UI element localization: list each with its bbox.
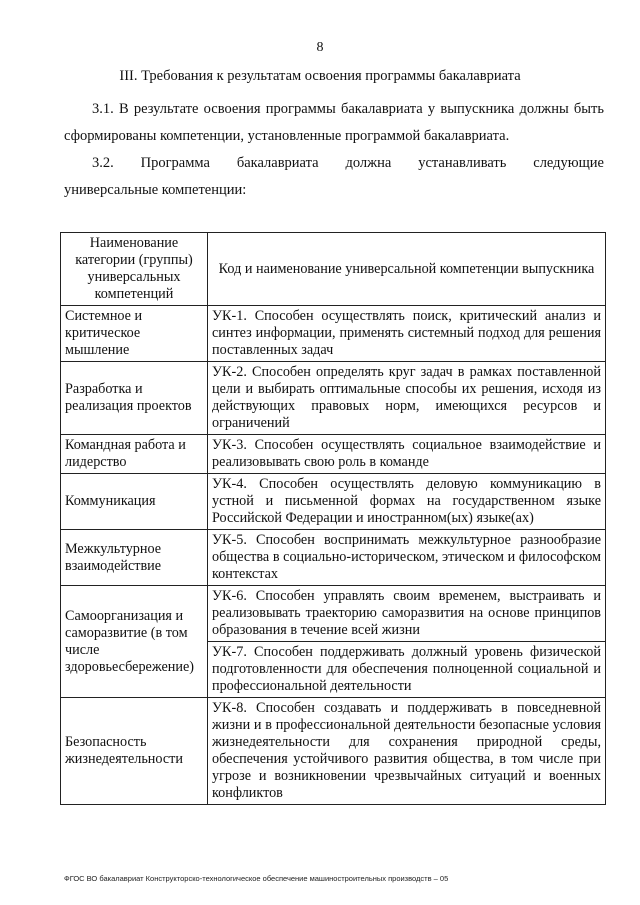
table-header-row (61, 233, 606, 306)
table-row (61, 530, 606, 586)
category-cell: Коммуникация (61, 474, 208, 530)
table-row (61, 586, 606, 642)
competence-cell: УК-4. Способен осуществлять деловую коммуникацию в устной и письменной формах на государственном языке Российской Федерации и иностранном(ых) языке(ах) (208, 474, 606, 530)
page-number: 8 (316, 40, 324, 55)
competence-cell: УК-1. Способен осуществлять поиск, критический анализ и синтез информации, применять системный подход для решения поставленных задач (208, 306, 606, 362)
paragraph-3-2-continuation: универсальные компетенции: (64, 182, 247, 198)
category-cell: Самоорганизация и саморазвитие (в том числе здоровьесбережение) (61, 586, 208, 698)
category-cell: Разработка и реализация проектов (61, 362, 208, 435)
section-title: III. Требования к результатам освоения программы бакалавриата (119, 68, 521, 84)
table-row (61, 474, 606, 530)
category-cell: Командная работа и лидерство (61, 435, 208, 474)
category-cell: Системное и критическое мышление (61, 306, 208, 362)
table-row (61, 306, 606, 362)
competence-cell: УК-3. Способен осуществлять социальное взаимодействие и реализовывать свою роль в команде (208, 435, 606, 474)
competence-cell: УК-8. Способен создавать и поддерживать в повседневной жизни и в профессиональной деятельности безопасные условия жизнедеятельности для сохранения природной среды, обеспечения устойчивого развития общества, в том числе при угрозе и возникновении чрезвычайных ситуаций и военных конфликтов (208, 698, 606, 805)
competence-cell: УК-7. Способен поддерживать должный уровень физической подготовленности для обеспечения полноценной социальной и профессиональной деятельности (208, 642, 606, 698)
competences-table (60, 232, 606, 805)
category-cell: Межкультурное взаимодействие (61, 530, 208, 586)
table-row (61, 698, 606, 805)
footer-text: ФГОС ВО бакалавриат Конструкторско-технологическое обеспечение машиностроительных производств – 05 (64, 874, 449, 883)
category-cell: Безопасность жизнедеятельности (61, 698, 208, 805)
header-category: Наименование категории (группы) универсальных компетенций (61, 233, 208, 306)
table-row (61, 362, 606, 435)
competence-cell: УК-5. Способен воспринимать межкультурное разнообразие общества в социально-историческом, этическом и философском контекстах (208, 530, 606, 586)
header-competence: Код и наименование универсальной компетенции выпускника (208, 233, 606, 306)
paragraph-3-2: 3.2. Программа бакалавриата должна устанавливать следующие (92, 155, 604, 171)
paragraph-3-1: 3.1. В результате освоения программы бакалавриата у выпускника должны быть сформированы компетенции, установленные программой бакалавриата. (64, 101, 604, 144)
competence-cell: УК-6. Способен управлять своим временем, выстраивать и реализовывать траекторию саморазвития на основе принципов образования в течение всей жизни (208, 586, 606, 642)
table-row (61, 435, 606, 474)
competence-cell: УК-2. Способен определять круг задач в рамках поставленной цели и выбирать оптимальные способы их решения, исходя из действующих правовых норм, имеющихся ресурсов и ограничений (208, 362, 606, 435)
